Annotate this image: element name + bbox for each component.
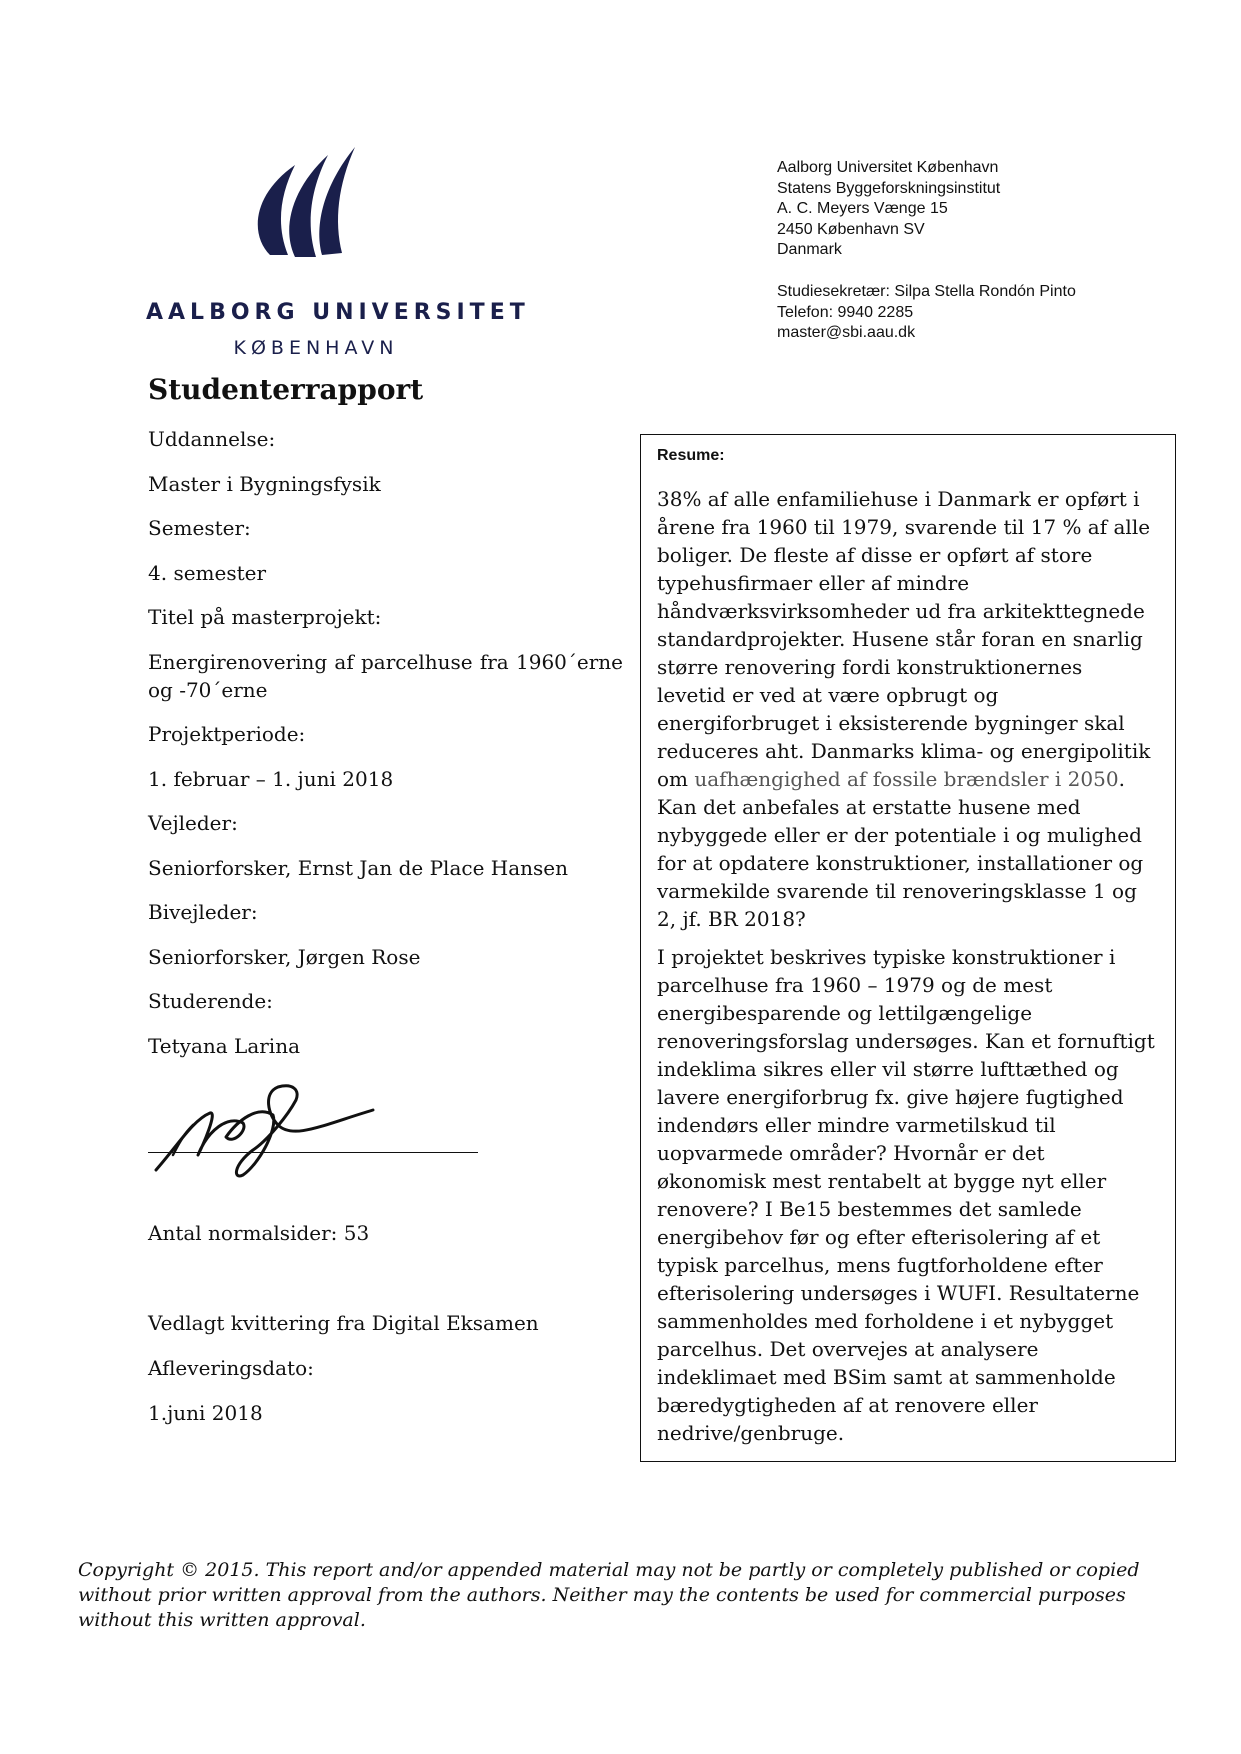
resume-paragraph-2: I projektet beskrives typiske konstruktioner i parcelhuse fra 1960 – 1979 og de mest energibesparende og lettilgængelige renoveringsforslag undersøges. Kan et fornuftigt indeklima sikres eller vil større lufttæthed og lavere energiforbrug fx. give højere fugtighed indendørs eller mindre varmetilskud til uopvarmede områder? Hvornår er det økonomisk mest rentabelt at bygge nyt eller renovere? I Be15 bestemmes det samlede energibehov før og efter efterisolering af et typisk parcelhus, mens fugtforholdene efter efterisolering undersøges i WUFI. Resultaterne sammenholdes med forholdene i et nybygget parcelhus. Det overvejes at analysere indeklimaet med BSim samt at sammenholde bæredygtigheden af at renovere eller nedrive/genbruge.: [657, 945, 1155, 1445]
resume-p1-text-end: . Kan det anbefales at erstatte husene med nybyggede eller er der potentiale i og mulighed for at opdatere konstruktioner, installationer og varmekilde svarende til renoveringsklasse 1 og 2, jf. BR 2018?: [657, 767, 1144, 931]
field-value-project-title: Energirenovering af parcelhuse fra 1960´erne og -70´erne: [148, 649, 623, 702]
normal-pages: Antal normalsider: 53: [148, 1221, 370, 1245]
field-label-project-title: Titel på masterprojekt:: [148, 605, 382, 629]
field-label-education: Uddannelse:: [148, 427, 276, 451]
field-label-period: Projektperiode:: [148, 722, 306, 746]
resume-text: [657, 485, 1157, 1457]
address-line: Danmark: [777, 241, 842, 258]
copyright-notice: Copyright © 2015. This report and/or appended material may not be partly or completely published or copied without prior written approval from the authors. Neither may the contents be used for commercial purposes without this written approval.: [78, 1559, 1140, 1631]
address-line: 2450 København SV: [777, 220, 925, 238]
aau-wave-logo-icon: [240, 145, 360, 265]
field-value-education: Master i Bygningsfysik: [148, 471, 381, 496]
address-line: A. C. Meyers Vænge 15: [777, 200, 948, 217]
signature-line: [148, 1152, 478, 1153]
field-value-supervisor: Seniorforsker, Ernst Jan de Place Hansen: [148, 855, 568, 880]
delivery-date: 1.juni 2018: [148, 1401, 263, 1425]
field-value-semester: 4. semester: [148, 560, 267, 585]
field-value-student: Tetyana Larina: [148, 1033, 301, 1058]
phone: Telefon: 9940 2285: [777, 303, 914, 321]
resume-box: [640, 434, 1176, 1462]
resume-label: Resume:: [657, 447, 725, 464]
address-line: Statens Byggeforskningsinstitut: [777, 179, 1001, 197]
university-name: AALBORG UNIVERSITET: [146, 300, 530, 325]
resume-paragraph-1: [657, 485, 1157, 933]
delivery-label: Afleveringsdato:: [148, 1356, 314, 1380]
address-block: [777, 158, 1000, 261]
field-value-co-supervisor: Seniorforsker, Jørgen Rose: [148, 944, 421, 969]
contact-block: [777, 282, 1076, 344]
address-line: Aalborg Universitet København: [777, 159, 999, 176]
bottom-fields: [148, 1219, 539, 1427]
spacer: [148, 1247, 539, 1309]
resume-p1-text: 38% af alle enfamiliehuse i Danmark er opført i årene fra 1960 til 1979, svarende til 17 % af alle boliger. De fleste af disse er opført af store typehusfirmaer eller af mindre håndværksvirksomheder ud fra arkitekttegnede standardprojekter. Husene står foran en snarlig større renovering fordi konstruktionernes levetid er ved at være opbrugt og energiforbruget i eksisterende bygninger skal reduceres aht. Danmarks klima- og energipolitik om: [657, 487, 1151, 791]
attached-receipt: Vedlagt kvittering fra Digital Eksamen: [148, 1311, 539, 1335]
field-value-period: 1. februar – 1. juni 2018: [148, 766, 394, 791]
university-logo: [140, 145, 530, 370]
field-label-co-supervisor: Bivejleder:: [148, 900, 258, 924]
secretary: Studiesekretær: Silpa Stella Rondón Pinto: [777, 283, 1076, 300]
document-title: Studenterrapport: [148, 373, 424, 406]
resume-p1-link[interactable]: uafhængighed af fossile brændsler i 2050: [694, 767, 1119, 791]
signature-area: [148, 1075, 478, 1180]
university-campus: KØBENHAVN: [233, 337, 399, 359]
field-label-student: Studerende:: [148, 989, 273, 1013]
field-label-semester: Semester:: [148, 516, 251, 540]
field-label-supervisor: Vejleder:: [148, 811, 238, 835]
report-fields: [148, 425, 623, 1076]
handwritten-signature-icon: [148, 1075, 388, 1180]
email-link[interactable]: master@sbi.aau.dk: [777, 324, 916, 341]
